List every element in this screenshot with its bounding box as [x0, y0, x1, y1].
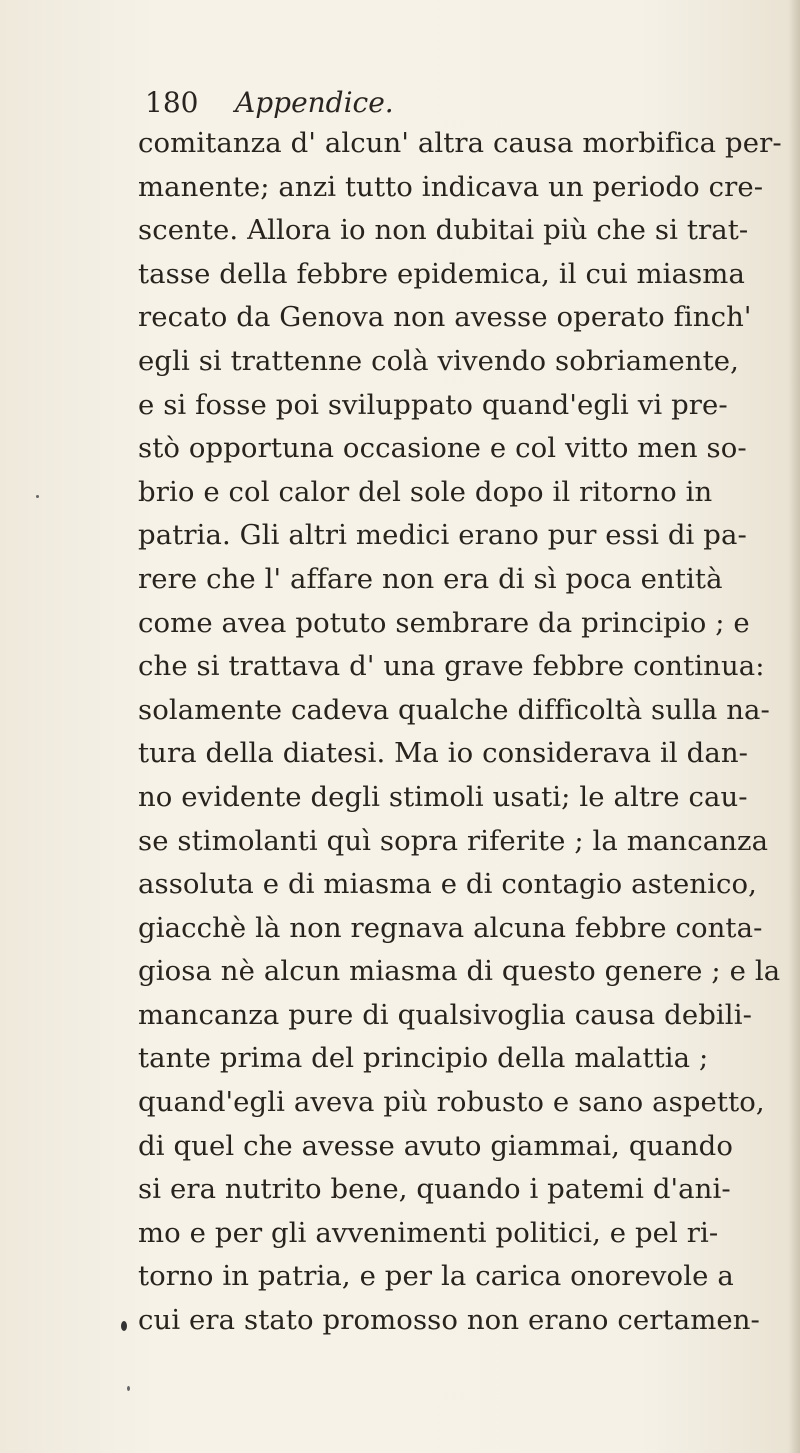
- page-number: 180: [145, 86, 199, 119]
- text-line: egli si trattenne colà vivendo sobriamente,: [138, 344, 739, 377]
- text-line: rere che l' affare non era di sì poca entità: [138, 562, 723, 595]
- text-line: patria. Gli altri medici erano pur essi di pa-: [138, 519, 747, 552]
- running-head: [145, 86, 665, 126]
- text-line: manente; anzi tutto indicava un periodo cre-: [138, 170, 764, 203]
- text-line: tasse della febbre epidemica, il cui miasma: [138, 257, 745, 290]
- text-line: che si trattava d' una grave febbre continua:: [138, 650, 765, 683]
- page-edge-shadow: [788, 0, 800, 1453]
- body-text: [138, 122, 782, 1343]
- text-line: torno in patria, e per la carica onorevole a: [138, 1260, 734, 1293]
- text-line: scente. Allora io non dubitai più che si trat-: [138, 214, 749, 247]
- text-line: giosa nè alcun miasma di questo genere ; e la: [138, 955, 781, 988]
- text-line: assoluta e di miasma e di contagio astenico,: [138, 868, 758, 901]
- text-line: tura della diatesi. Ma io considerava il dan-: [138, 737, 749, 770]
- text-line: no evidente degli stimoli usati; le altre cau-: [138, 780, 748, 813]
- text-line: comitanza d' alcun' altra causa morbifica per-: [138, 127, 782, 159]
- text-line: si era nutrito bene, quando i patemi d'ani-: [138, 1173, 731, 1206]
- text-line: solamente cadeva qualche difficoltà sulla na-: [138, 693, 770, 726]
- text-line: mo e per gli avvenimenti politici, e pel ri-: [138, 1216, 719, 1249]
- text-line: se stimolanti quì sopra riferite ; la mancanza: [138, 824, 769, 857]
- running-title: Appendice.: [235, 86, 394, 119]
- text-line: stò opportuna occasione e col vitto men so-: [138, 432, 747, 465]
- text-line: mancanza pure di qualsivoglia causa debili-: [138, 998, 752, 1031]
- text-line: di quel che avesse avuto giammai, quando: [138, 1129, 734, 1162]
- text-line: tante prima del principio della malattia ;: [138, 1042, 709, 1075]
- text-line: come avea potuto sembrare da principio ; e: [138, 606, 750, 639]
- text-line: recato da Genova non avesse operato finch': [138, 301, 752, 334]
- ink-spot: [121, 1321, 127, 1331]
- text-line: e si fosse poi sviluppato quand'egli vi pre-: [138, 388, 728, 421]
- text-line: brio e col calor del sole dopo il ritorno in: [138, 475, 713, 508]
- ink-spot: [36, 495, 39, 498]
- ink-spot: [127, 1386, 130, 1391]
- text-line: quand'egli aveva più robusto e sano aspetto,: [138, 1086, 765, 1119]
- text-line: cui era stato promosso non erano certamen-: [138, 1304, 760, 1337]
- text-line: giacchè là non regnava alcuna febbre conta-: [138, 911, 763, 944]
